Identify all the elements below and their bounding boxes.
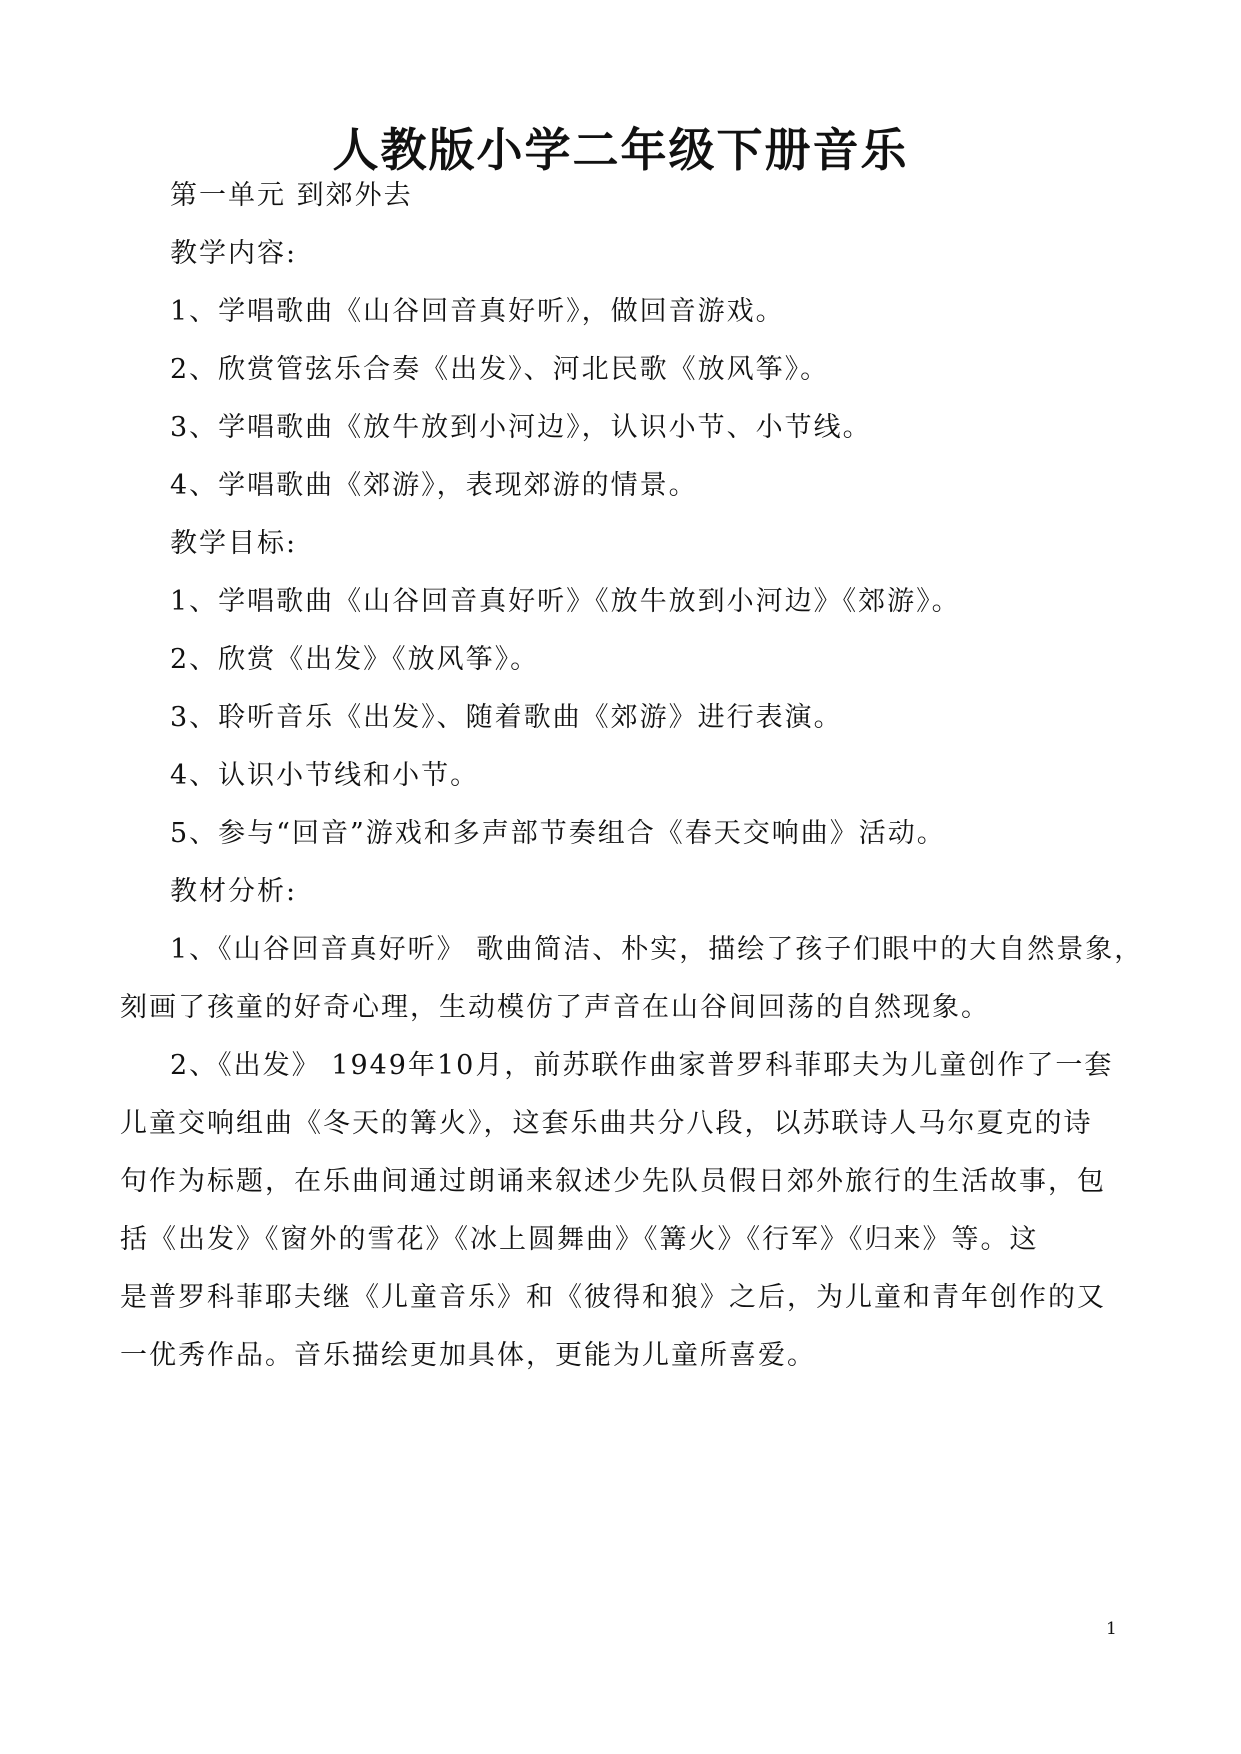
goal-item: 1、学唱歌曲《山谷回音真好听》《放牛放到小河边》《郊游》。 (170, 586, 961, 617)
goal-item: 4、认识小节线和小节。 (170, 760, 480, 791)
goal-item: 3、聆听音乐《出发》、随着歌曲《郊游》进行表演。 (170, 702, 843, 733)
content-heading: 教学内容: (170, 238, 298, 269)
analysis-paragraph-line: 儿童交响组曲《冬天的篝火》，这套乐曲共分八段，以苏联诗人马尔夏克的诗 (120, 1108, 1093, 1139)
analysis-heading: 教材分析: (170, 876, 298, 907)
analysis-paragraph-line: 刻画了孩童的好奇心理，生动模仿了声音在山谷间回荡的自然现象。 (120, 992, 990, 1023)
analysis-paragraph-line: 句作为标题，在乐曲间通过朗诵来叙述少先队员假日郊外旅行的生活故事，包 (120, 1166, 1106, 1197)
page-number: 1 (1106, 1619, 1117, 1639)
analysis-paragraph-line: 2、《出发》 1949年10月，前苏联作曲家普罗科菲耶夫为儿童创作了一套 (170, 1050, 1114, 1081)
content-item: 4、学唱歌曲《郊游》，表现郊游的情景。 (170, 470, 698, 501)
goal-item: 2、欣赏《出发》《放风筝》。 (170, 644, 540, 675)
unit-heading: 第一单元 到郊外去 (170, 180, 413, 211)
analysis-paragraph-line: 1、《山谷回音真好听》 歌曲简洁、朴实，描绘了孩子们眼中的大自然景象， (170, 934, 1144, 965)
goals-heading: 教学目标: (170, 528, 298, 559)
content-item: 1、学唱歌曲《山谷回音真好听》，做回音游戏。 (170, 296, 785, 327)
document-title: 人教版小学二年级下册音乐 (332, 123, 909, 177)
content-item: 2、欣赏管弦乐合奏《出发》、河北民歌《放风筝》。 (170, 354, 830, 385)
content-item: 3、学唱歌曲《放牛放到小河边》，认识小节、小节线。 (170, 412, 872, 443)
analysis-paragraph-line: 是普罗科菲耶夫继《儿童音乐》和《彼得和狼》之后，为儿童和青年创作的又 (120, 1282, 1106, 1313)
goal-item: 5、参与“回音”游戏和多声部节奏组合《春天交响曲》活动。 (170, 818, 946, 849)
analysis-paragraph-line: 一优秀作品。音乐描绘更加具体，更能为儿童所喜爱。 (120, 1340, 816, 1371)
analysis-paragraph-line: 括《出发》《窗外的雪花》《冰上圆舞曲》《篝火》《行军》《归来》等。这 (120, 1224, 1039, 1255)
